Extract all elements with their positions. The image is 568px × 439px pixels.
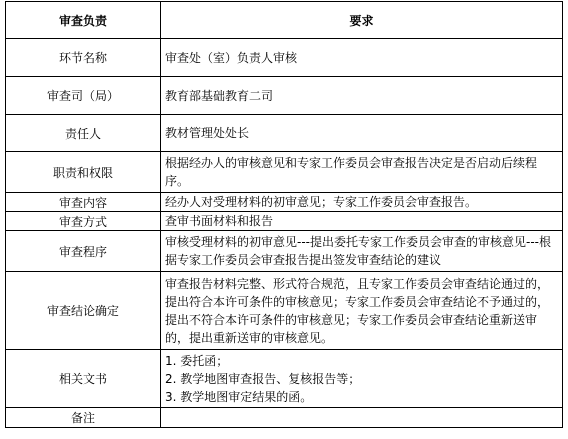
table-row bbox=[6, 115, 563, 152]
table-row bbox=[6, 212, 563, 231]
table-row bbox=[6, 77, 563, 115]
row-value: 根据经办人的审核意见和专家工作委员会审查报告决定是否启动后续程序。 bbox=[161, 152, 563, 193]
table-row bbox=[6, 272, 563, 350]
row-value: 教材管理处处长 bbox=[161, 115, 563, 152]
row-value: 教育部基础教育二司 bbox=[161, 77, 563, 115]
row-value: 审核受理材料的初审意见---提出委托专家工作委员会审查的审核意见---根据专家工作委员会审查报告提出签发审查结论的建议 bbox=[161, 231, 563, 272]
row-value: 审查报告材料完整、形式符合规范，且专家工作委员会审查结论通过的，提出符合本许可条件的审核意见；专家工作委员会审查结论不予通过的，提出不符合本许可条件的审核意见；专家工作委员会审查结论重新送审的，提出重新送审的审核意见。 bbox=[161, 272, 563, 350]
row-label: 职责和权限 bbox=[6, 152, 161, 193]
header-col-requirements: 要求 bbox=[161, 2, 563, 39]
table-row bbox=[6, 350, 563, 408]
header-col-responsibility: 审查负责 bbox=[6, 2, 161, 39]
row-label: 审查程序 bbox=[6, 231, 161, 272]
row-value: 1. 委托函； 2. 教学地图审查报告、复核报告等； 3. 教学地图审定结果的函。 bbox=[165, 353, 361, 404]
table-row bbox=[6, 152, 563, 193]
row-value: 审查处（室）负责人审核 bbox=[161, 39, 563, 77]
table-header-row bbox=[6, 2, 563, 39]
table-row bbox=[6, 39, 563, 77]
row-value: 经办人对受理材料的初审意见；专家工作委员会审查报告。 bbox=[161, 193, 563, 212]
table-row bbox=[6, 231, 563, 272]
row-label: 相关文书 bbox=[6, 350, 161, 408]
row-label: 审查司（局） bbox=[6, 77, 161, 115]
row-label: 环节名称 bbox=[6, 39, 161, 77]
row-label: 备注 bbox=[6, 408, 161, 428]
row-label: 审查结论确定 bbox=[6, 272, 161, 350]
row-label: 审查方式 bbox=[6, 212, 161, 231]
row-label: 审查内容 bbox=[6, 193, 161, 212]
review-requirements-table bbox=[5, 1, 563, 428]
row-value bbox=[161, 408, 563, 428]
table-row bbox=[6, 193, 563, 212]
row-value: 查审书面材料和报告 bbox=[161, 212, 563, 231]
table-row bbox=[6, 408, 563, 428]
row-label: 责任人 bbox=[6, 115, 161, 152]
